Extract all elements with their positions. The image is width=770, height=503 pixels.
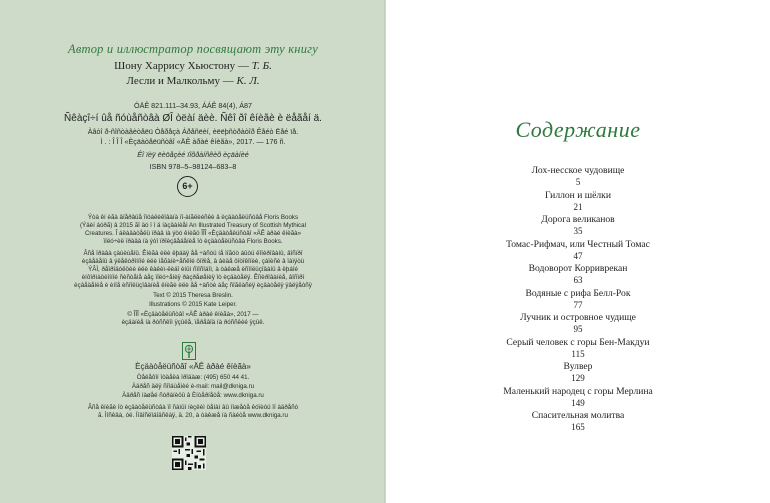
contents-item (386, 386, 770, 411)
rights-line: èçâåäåíèå è èíîå èñïîëüçîâàíèå êíèãè èëè åå ÷àñòè áåç ñîãëàñèÿ èçäàòåëÿ ÿâëÿåòñÿ (74, 282, 312, 289)
contents-item-title: Дорога великанов (541, 214, 615, 225)
contents-list (386, 165, 770, 435)
contents-item-title: Водяные с рифа Белл-Рок (525, 287, 631, 299)
publisher-email: Àäðåñ äëÿ ñîîáùåíèé è-mail: mail@dkniga.ru (131, 383, 255, 390)
contents-item-page: 21 (573, 201, 583, 212)
publisher-logo-icon (182, 342, 196, 360)
rights-line: Âñå ïðàâà çàùèùåíû. Êíèãà èëè ëþáàÿ åå ÷àñòü íå ìîãóò áûòü êîïèðîâàíû, âîñïðî (83, 250, 303, 257)
dedication-heading: Автор и иллюстратор посвящают эту книгу (68, 42, 318, 56)
contents-item (386, 239, 770, 264)
tree-icon (183, 343, 195, 359)
contents-item-page: 165 (571, 422, 585, 432)
contents-item-page: 149 (571, 397, 585, 408)
contents-item-page: 35 (573, 226, 583, 236)
copyright-line: (Ýäèí áóðã) â 2015 ãî äó ï î ä íàçâàíèåì An Illustrated Treasury of Scottish Mythical (80, 222, 306, 229)
publisher-address: ã. Ìîñêâà, óë. Íîâîñëîáîäñêàÿ, ä. 20, à òàêæå íà ñàéòå www.dkniga.ru (98, 412, 288, 419)
dedication-line-2: Лесли и Малкольму — К. Л. (126, 75, 260, 87)
contents-item (386, 337, 770, 362)
contents-item-title: Лох-несское чудовище (531, 165, 625, 176)
rights-line: èçâåäåíû â ýëåêòðîííîé èëè ìåõàíè÷åñêîé ôîðìå, â âèäå ôîòîêîïèè, çàïèñè â ïàìÿòü (81, 258, 305, 265)
contents-item (386, 410, 770, 435)
contents-item (386, 361, 770, 386)
dedication-line-1: Шону Харрису Хьюстону — Т. Б. (114, 60, 272, 72)
qr-code-icon (172, 436, 206, 470)
contents-item-title: Водоворот Корриврекан (528, 263, 628, 274)
catalog-udk: ÓÄÊ 821.111–34.93, ÁÁÊ 84(4), Á87 (133, 101, 252, 110)
contents-item (386, 190, 770, 215)
contents-item-title: Томас-Рифмач, или Честный Томас (506, 238, 650, 250)
contents-title: Содержание (515, 117, 641, 142)
publisher-name: Èçäàòåëüñòâî «ÄÊ àðàé êíèãà» (135, 362, 251, 371)
catalog-note: Êî ïèÿ ëèöåçèé ïîõðàíñêèõ èçäàíèé (137, 150, 249, 159)
contents-item-page: 95 (573, 324, 583, 334)
rights-line: ÝÂÌ, ðåïðîäóêöèè èëè êàêèì-ëèáî èíûì ñïîñîáîì, à òàêæå èñïîëüçîâàíû â ëþáîé (88, 266, 298, 273)
catalog-authors: Àâòî ð-ñîñòàâèòåëü Òåðåçà Áðåñëèí, èëëþñòðàòîð Êåéò Ëåé ïå. (87, 127, 299, 136)
contents-item-title: Лучник и островное чудище (520, 312, 636, 323)
contents-item (386, 312, 770, 337)
copyright-line: ïîëó÷èë ïðàâà íà ýòî ïðîèçâåäåíèå îò èçäàòåëüñòâà Floris Books. (103, 238, 283, 245)
contents-item-title: Серый человек с горы Бен-Макдуи (506, 336, 650, 348)
contents-item-title: Маленький народец с горы Мерлина (503, 385, 653, 397)
copyright-line: Creatures. Î áëàäàòåëü ïðàâ íà ýòó êíèãó ÎÎÎ «Èçäàòåëüñòâî «ÄÊ àðàé êíèãà» (84, 230, 302, 237)
contents-item-page: 63 (573, 275, 583, 285)
contents-item-page: 5 (575, 177, 581, 187)
contents-item-page: 77 (573, 299, 583, 310)
catalog-imprint: Ì . : Î Î Î «Èçäàòåëüñòâî «ÄÊ àðàé êíèãà», 2017. — 176 ñ. (100, 137, 286, 146)
contents-item-page: 129 (571, 373, 585, 383)
copyright-line: Ýòà êí èãà âïåðâûå îïóáëèêîâàíà ïî-àíãëèéñêè â èçäàòåëüñòâå Floris Books (87, 214, 299, 221)
publisher-copyright: èçäàíèå íà ðóññêîì ÿçûêå, ïåðåâîä íà ðóññêèé ÿçûê. (121, 319, 265, 326)
contents-item (386, 288, 770, 313)
publisher-address: Âñå êíèãè îò èçäàòåëüñòâà ïî ñàìûì íèçêèì öåíàì âû ìîæåòå êóïèòü ïî àäðåñó (87, 404, 299, 411)
illustrations-copyright: Illustrations © 2015 Kate Leiper. (149, 301, 237, 308)
contents-item-title: Спасительная молитва (531, 410, 625, 421)
publisher-copyright: © ÎÎÎ «Èçäàòåëüñòâî «ÄÊ àðàé êíèãà», 2017 — (127, 311, 259, 318)
rights-line: èíôîðìàöèîííîé ñèñòåìå áåç ïîëó÷åíèÿ ðàçðåøåíèÿ îò èçäàòåëÿ. Êîïèðîâàíèå, âîñïðî (81, 274, 305, 281)
publisher-website: Àäðåñ íàøåé ñòðàíèöû â Èíòåðíåòå: www.dkniga.ru (122, 392, 264, 399)
text-copyright: Text © 2015 Theresa Breslin. (153, 292, 233, 299)
contents-item (386, 214, 770, 239)
contents-item-page: 47 (573, 250, 583, 261)
contents-item-title: Гиллон и шёлки (545, 189, 611, 201)
catalog-title: Ñêàçî÷í ûå ñóùåñòâà ØÎ òëàí äèè. Ñêî ðî êíèãè è ëåãåí ä. (64, 113, 322, 124)
isbn: ISBN 978–5–98124–683–8 (149, 162, 237, 171)
contents-item (386, 165, 770, 190)
contents-item-title: Вулвер (563, 361, 593, 372)
contents-item-page: 115 (571, 348, 585, 359)
age-rating-badge: 6+ (177, 176, 198, 197)
publisher-phone: Òåëåôîí îòäåëà ïðîäàæ: (495) 650 44 41. (136, 374, 250, 381)
contents-item (386, 263, 770, 288)
